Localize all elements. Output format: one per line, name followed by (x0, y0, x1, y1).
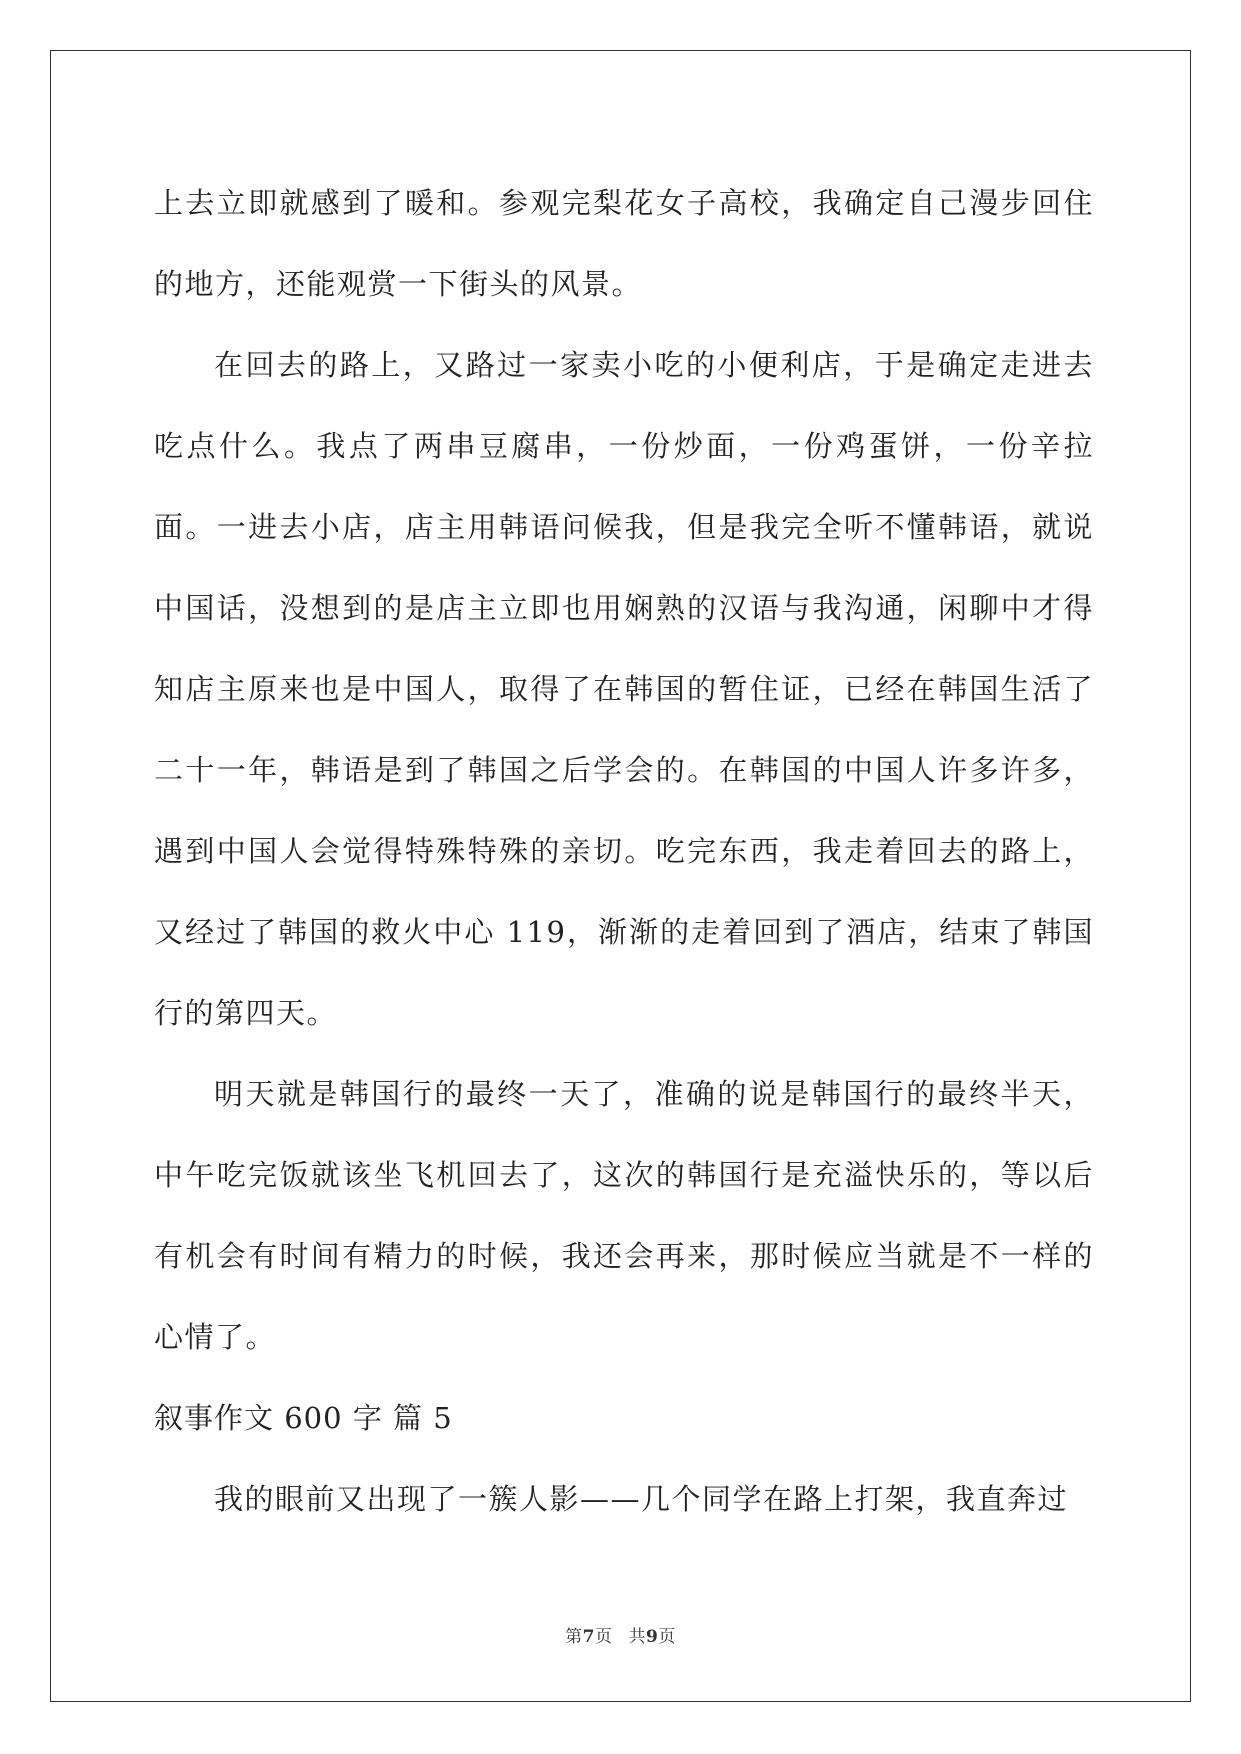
page-total: 9 (646, 1627, 659, 1647)
paragraph-2: 在回去的路上，又路过一家卖小吃的小便利店，于是确定走进去吃点什么。我点了两串豆腐串，一份炒面，一份鸡蛋饼，一份辛拉面。一进去小店，店主用韩语问候我，但是我完全听不懂韩语，就说中国话，没想到的是店主立即也用娴熟的汉语与我沟通，闲聊中才得知店主原来也是中国人，取得了在韩国的暂住证，已经在韩国生活了二十一年，韩语是到了韩国之后学会的。在韩国的中国人许多许多，遇到中国人会觉得特殊特殊的亲切。吃完东西，我走着回去的路上，又经过了韩国的救火中心 119，渐渐的走着回到了酒店，结束了韩国行的第四天。 (154, 348, 1094, 1030)
section-heading: 叙事作文 600 字 篇 5 (154, 1401, 453, 1435)
total-unit: 页 (658, 1627, 676, 1647)
page-footer (0, 1622, 1241, 1647)
page-current: 7 (582, 1627, 595, 1647)
paragraph-3: 明天就是韩国行的最终一天了，准确的说是韩国行的最终半天，中午吃完饭就该坐飞机回去了，这次的韩国行是充溢快乐的，等以后有机会有时间有精力的时候，我还会再来，那时候应当就是不一样的心情了。 (154, 1077, 1094, 1354)
paragraph-1: 上去立即就感到了暖和。参观完梨花女子高校，我确定自己漫步回住的地方，还能观赏一下街头的风景。 (154, 186, 1094, 301)
page-prefix: 第 (565, 1627, 583, 1647)
document-body (154, 163, 1094, 1540)
paragraph-4: 我的眼前又出现了一簇人影——几个同学在路上打架，我直奔过 (214, 1482, 1069, 1516)
total-prefix: 共 (628, 1627, 646, 1647)
page-unit: 页 (595, 1627, 613, 1647)
